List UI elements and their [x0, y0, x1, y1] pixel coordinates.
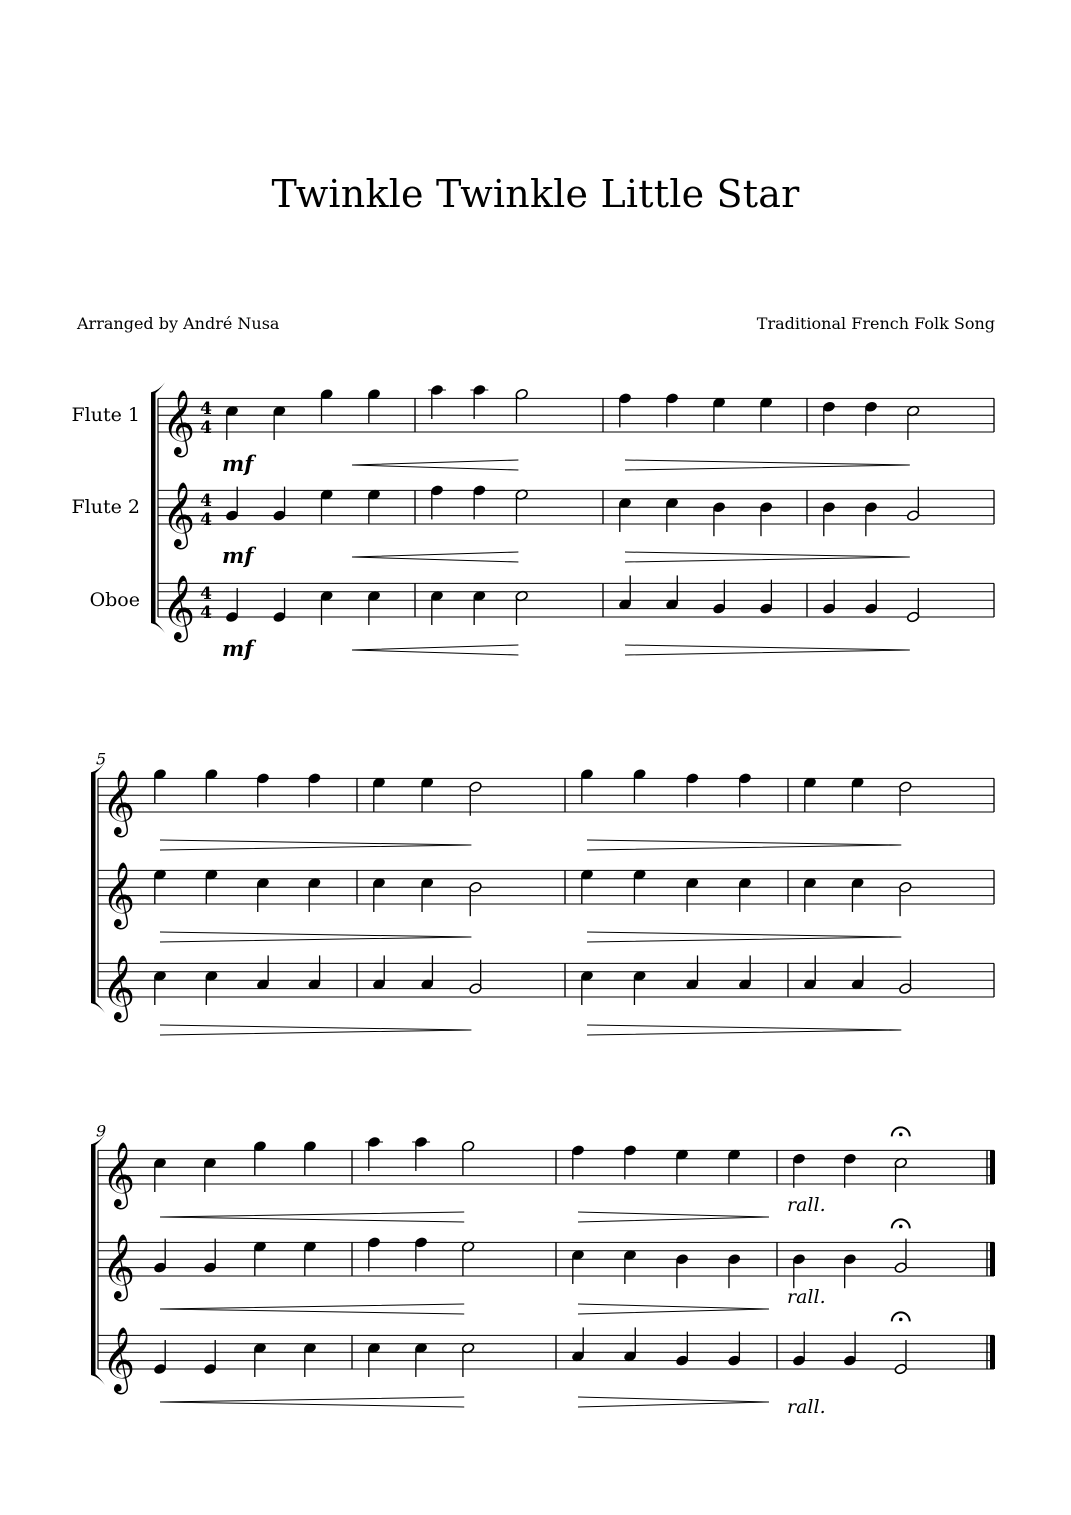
- note: [225, 588, 238, 623]
- note: [414, 1342, 427, 1377]
- note: [864, 501, 877, 536]
- note: [686, 955, 699, 990]
- diminuendo-hairpin: [625, 552, 910, 562]
- system-bracket: [91, 772, 96, 1003]
- diminuendo-hairpin: [587, 932, 901, 942]
- note: [203, 1239, 216, 1274]
- crescendo-hairpin: [160, 1397, 464, 1407]
- note: [515, 388, 528, 423]
- note: [571, 1145, 584, 1180]
- note: [205, 869, 218, 904]
- note: [892, 1219, 910, 1273]
- note: [727, 1253, 740, 1288]
- note: [225, 487, 238, 522]
- note: [851, 955, 864, 990]
- note: [843, 1153, 856, 1188]
- note: [470, 384, 488, 419]
- note: [792, 1332, 805, 1367]
- note: [686, 877, 699, 912]
- treble-clef: 𝄞: [162, 482, 196, 547]
- crescendo-hairpin: [352, 460, 518, 470]
- treble-clef: 𝄞: [102, 1327, 136, 1392]
- system-2: [91, 749, 994, 1035]
- note: [727, 1332, 740, 1367]
- staff-oboe: [98, 1312, 995, 1418]
- arranger-credit: Arranged by André Nusa: [77, 314, 280, 333]
- staff-flute-2: [98, 1219, 995, 1314]
- note: [906, 588, 919, 623]
- note: [372, 777, 385, 812]
- instrument-name: Oboe: [89, 589, 140, 612]
- note: [469, 781, 482, 816]
- note: [365, 1136, 383, 1171]
- note: [428, 384, 446, 419]
- note: [899, 781, 912, 816]
- final-barline: [990, 1335, 995, 1369]
- note: [759, 501, 772, 536]
- crescendo-hairpin: [160, 1304, 464, 1314]
- note: [421, 877, 434, 912]
- system-3: [91, 1121, 995, 1418]
- note: [430, 590, 443, 625]
- note: [205, 768, 218, 803]
- note: [153, 1239, 166, 1274]
- staff-flute-2: [98, 862, 994, 942]
- note: [253, 1140, 266, 1175]
- note: [571, 1327, 584, 1362]
- diminuendo-hairpin: [587, 840, 901, 850]
- note: [303, 1342, 316, 1377]
- note: [623, 1145, 636, 1180]
- time-signature-bottom: 4: [200, 418, 212, 438]
- note: [205, 970, 218, 1005]
- note: [792, 1253, 805, 1288]
- note: [469, 960, 482, 995]
- note: [414, 1237, 427, 1272]
- diminuendo-hairpin: [625, 645, 910, 655]
- note: [618, 393, 631, 428]
- staff-oboe: [98, 955, 994, 1035]
- fermata-dot: [899, 1133, 903, 1137]
- note: [803, 777, 816, 812]
- note: [253, 1241, 266, 1276]
- note: [203, 1157, 216, 1192]
- note: [665, 393, 678, 428]
- fermata-dot: [899, 1225, 903, 1229]
- note: [633, 768, 646, 803]
- note: [320, 489, 333, 524]
- note: [308, 955, 321, 990]
- rall-marking: rall.: [787, 1286, 826, 1308]
- note: [675, 1332, 688, 1367]
- note: [372, 877, 385, 912]
- note: [665, 497, 678, 532]
- note: [864, 580, 877, 615]
- staff-flute-1: [98, 768, 994, 850]
- instrument-name: Flute 1: [71, 404, 140, 427]
- staff-flute-1: [98, 1127, 995, 1222]
- note: [822, 401, 835, 436]
- note: [256, 877, 269, 912]
- note: [372, 955, 385, 990]
- note: [623, 1327, 636, 1362]
- note: [153, 1340, 166, 1375]
- staff-flute-1: [71, 384, 994, 476]
- note: [203, 1340, 216, 1375]
- note: [367, 590, 380, 625]
- diminuendo-hairpin: [578, 1397, 769, 1407]
- note: [712, 580, 725, 615]
- note: [851, 877, 864, 912]
- note: [623, 1249, 636, 1284]
- note: [712, 397, 725, 432]
- crescendo-hairpin: [352, 645, 518, 655]
- note: [421, 955, 434, 990]
- note: [430, 485, 443, 520]
- system-bracket: [91, 1144, 96, 1375]
- note: [580, 768, 593, 803]
- note: [469, 881, 482, 916]
- note: [712, 501, 725, 536]
- note: [461, 1241, 474, 1276]
- note: [412, 1136, 430, 1171]
- note: [225, 405, 238, 440]
- note: [256, 955, 269, 990]
- final-barline: [990, 1150, 995, 1184]
- note: [803, 955, 816, 990]
- note: [308, 773, 321, 808]
- dynamic-mf: mf: [222, 451, 254, 476]
- diminuendo-hairpin: [160, 932, 471, 942]
- note: [822, 501, 835, 536]
- note: [899, 881, 912, 916]
- crescendo-hairpin: [352, 552, 518, 562]
- note: [367, 388, 380, 423]
- dynamic-mf: mf: [222, 636, 254, 661]
- rall-marking: rall.: [787, 1194, 826, 1216]
- note: [618, 497, 631, 532]
- fermata-dot: [899, 1318, 903, 1322]
- note: [906, 405, 919, 440]
- note: [851, 777, 864, 812]
- treble-clef: 𝄞: [162, 390, 196, 455]
- diminuendo-hairpin: [160, 1025, 471, 1035]
- note: [273, 588, 286, 623]
- dynamic-mf: mf: [222, 543, 254, 568]
- note: [759, 580, 772, 615]
- note: [153, 970, 166, 1005]
- note: [738, 955, 751, 990]
- time-signature-bottom: 4: [200, 510, 212, 530]
- measure-number: 9: [96, 1121, 107, 1141]
- system-1: [71, 382, 994, 661]
- note: [580, 970, 593, 1005]
- note: [822, 580, 835, 615]
- time-signature-top: 4: [200, 491, 212, 512]
- note: [461, 1140, 474, 1175]
- time-signature-top: 4: [200, 399, 212, 420]
- treble-clef: 𝄞: [102, 1234, 136, 1299]
- diminuendo-hairpin: [160, 840, 471, 850]
- instrument-name: Flute 2: [71, 496, 140, 519]
- note: [792, 1153, 805, 1188]
- time-signature-top: 4: [200, 584, 212, 605]
- note: [473, 590, 486, 625]
- note: [864, 401, 877, 436]
- note: [273, 405, 286, 440]
- note: [153, 1157, 166, 1192]
- note: [303, 1140, 316, 1175]
- note: [738, 877, 751, 912]
- note: [633, 869, 646, 904]
- diminuendo-hairpin: [625, 460, 910, 470]
- note: [153, 768, 166, 803]
- note: [515, 590, 528, 625]
- system-bracket: [151, 392, 156, 623]
- note: [843, 1253, 856, 1288]
- note: [759, 397, 772, 432]
- measure-number: 5: [96, 749, 107, 769]
- note: [843, 1332, 856, 1367]
- note: [515, 489, 528, 524]
- time-signature-bottom: 4: [200, 603, 212, 623]
- page-title: Twinkle Twinkle Little Star: [271, 172, 800, 216]
- note: [320, 388, 333, 423]
- note: [571, 1249, 584, 1284]
- note: [580, 869, 593, 904]
- note: [906, 487, 919, 522]
- note: [320, 590, 333, 625]
- treble-clef: 𝄞: [102, 770, 136, 835]
- note: [253, 1342, 266, 1377]
- diminuendo-hairpin: [578, 1304, 769, 1314]
- note: [273, 487, 286, 522]
- staff-oboe: [90, 575, 994, 661]
- note: [367, 1342, 380, 1377]
- composer-credit: Traditional French Folk Song: [756, 314, 995, 333]
- note: [675, 1253, 688, 1288]
- treble-clef: 𝄞: [102, 955, 136, 1020]
- note: [303, 1241, 316, 1276]
- note: [153, 869, 166, 904]
- treble-clef: 𝄞: [162, 575, 196, 640]
- treble-clef: 𝄞: [102, 1142, 136, 1207]
- note: [665, 575, 678, 610]
- crescendo-hairpin: [160, 1212, 464, 1222]
- note: [618, 575, 631, 610]
- final-barline: [990, 1242, 995, 1276]
- diminuendo-hairpin: [578, 1212, 769, 1222]
- note: [803, 877, 816, 912]
- treble-clef: 𝄞: [102, 862, 136, 927]
- note: [367, 1237, 380, 1272]
- rall-marking: rall.: [787, 1396, 826, 1418]
- note: [899, 960, 912, 995]
- diminuendo-hairpin: [587, 1025, 901, 1035]
- note: [675, 1149, 688, 1184]
- staff-flute-2: [71, 482, 994, 568]
- note: [308, 877, 321, 912]
- note: [892, 1127, 910, 1192]
- note: [686, 773, 699, 808]
- note: [633, 970, 646, 1005]
- note: [461, 1342, 474, 1377]
- note: [256, 773, 269, 808]
- note: [727, 1149, 740, 1184]
- note: [421, 777, 434, 812]
- note: [367, 489, 380, 524]
- note: [738, 773, 751, 808]
- note: [473, 485, 486, 520]
